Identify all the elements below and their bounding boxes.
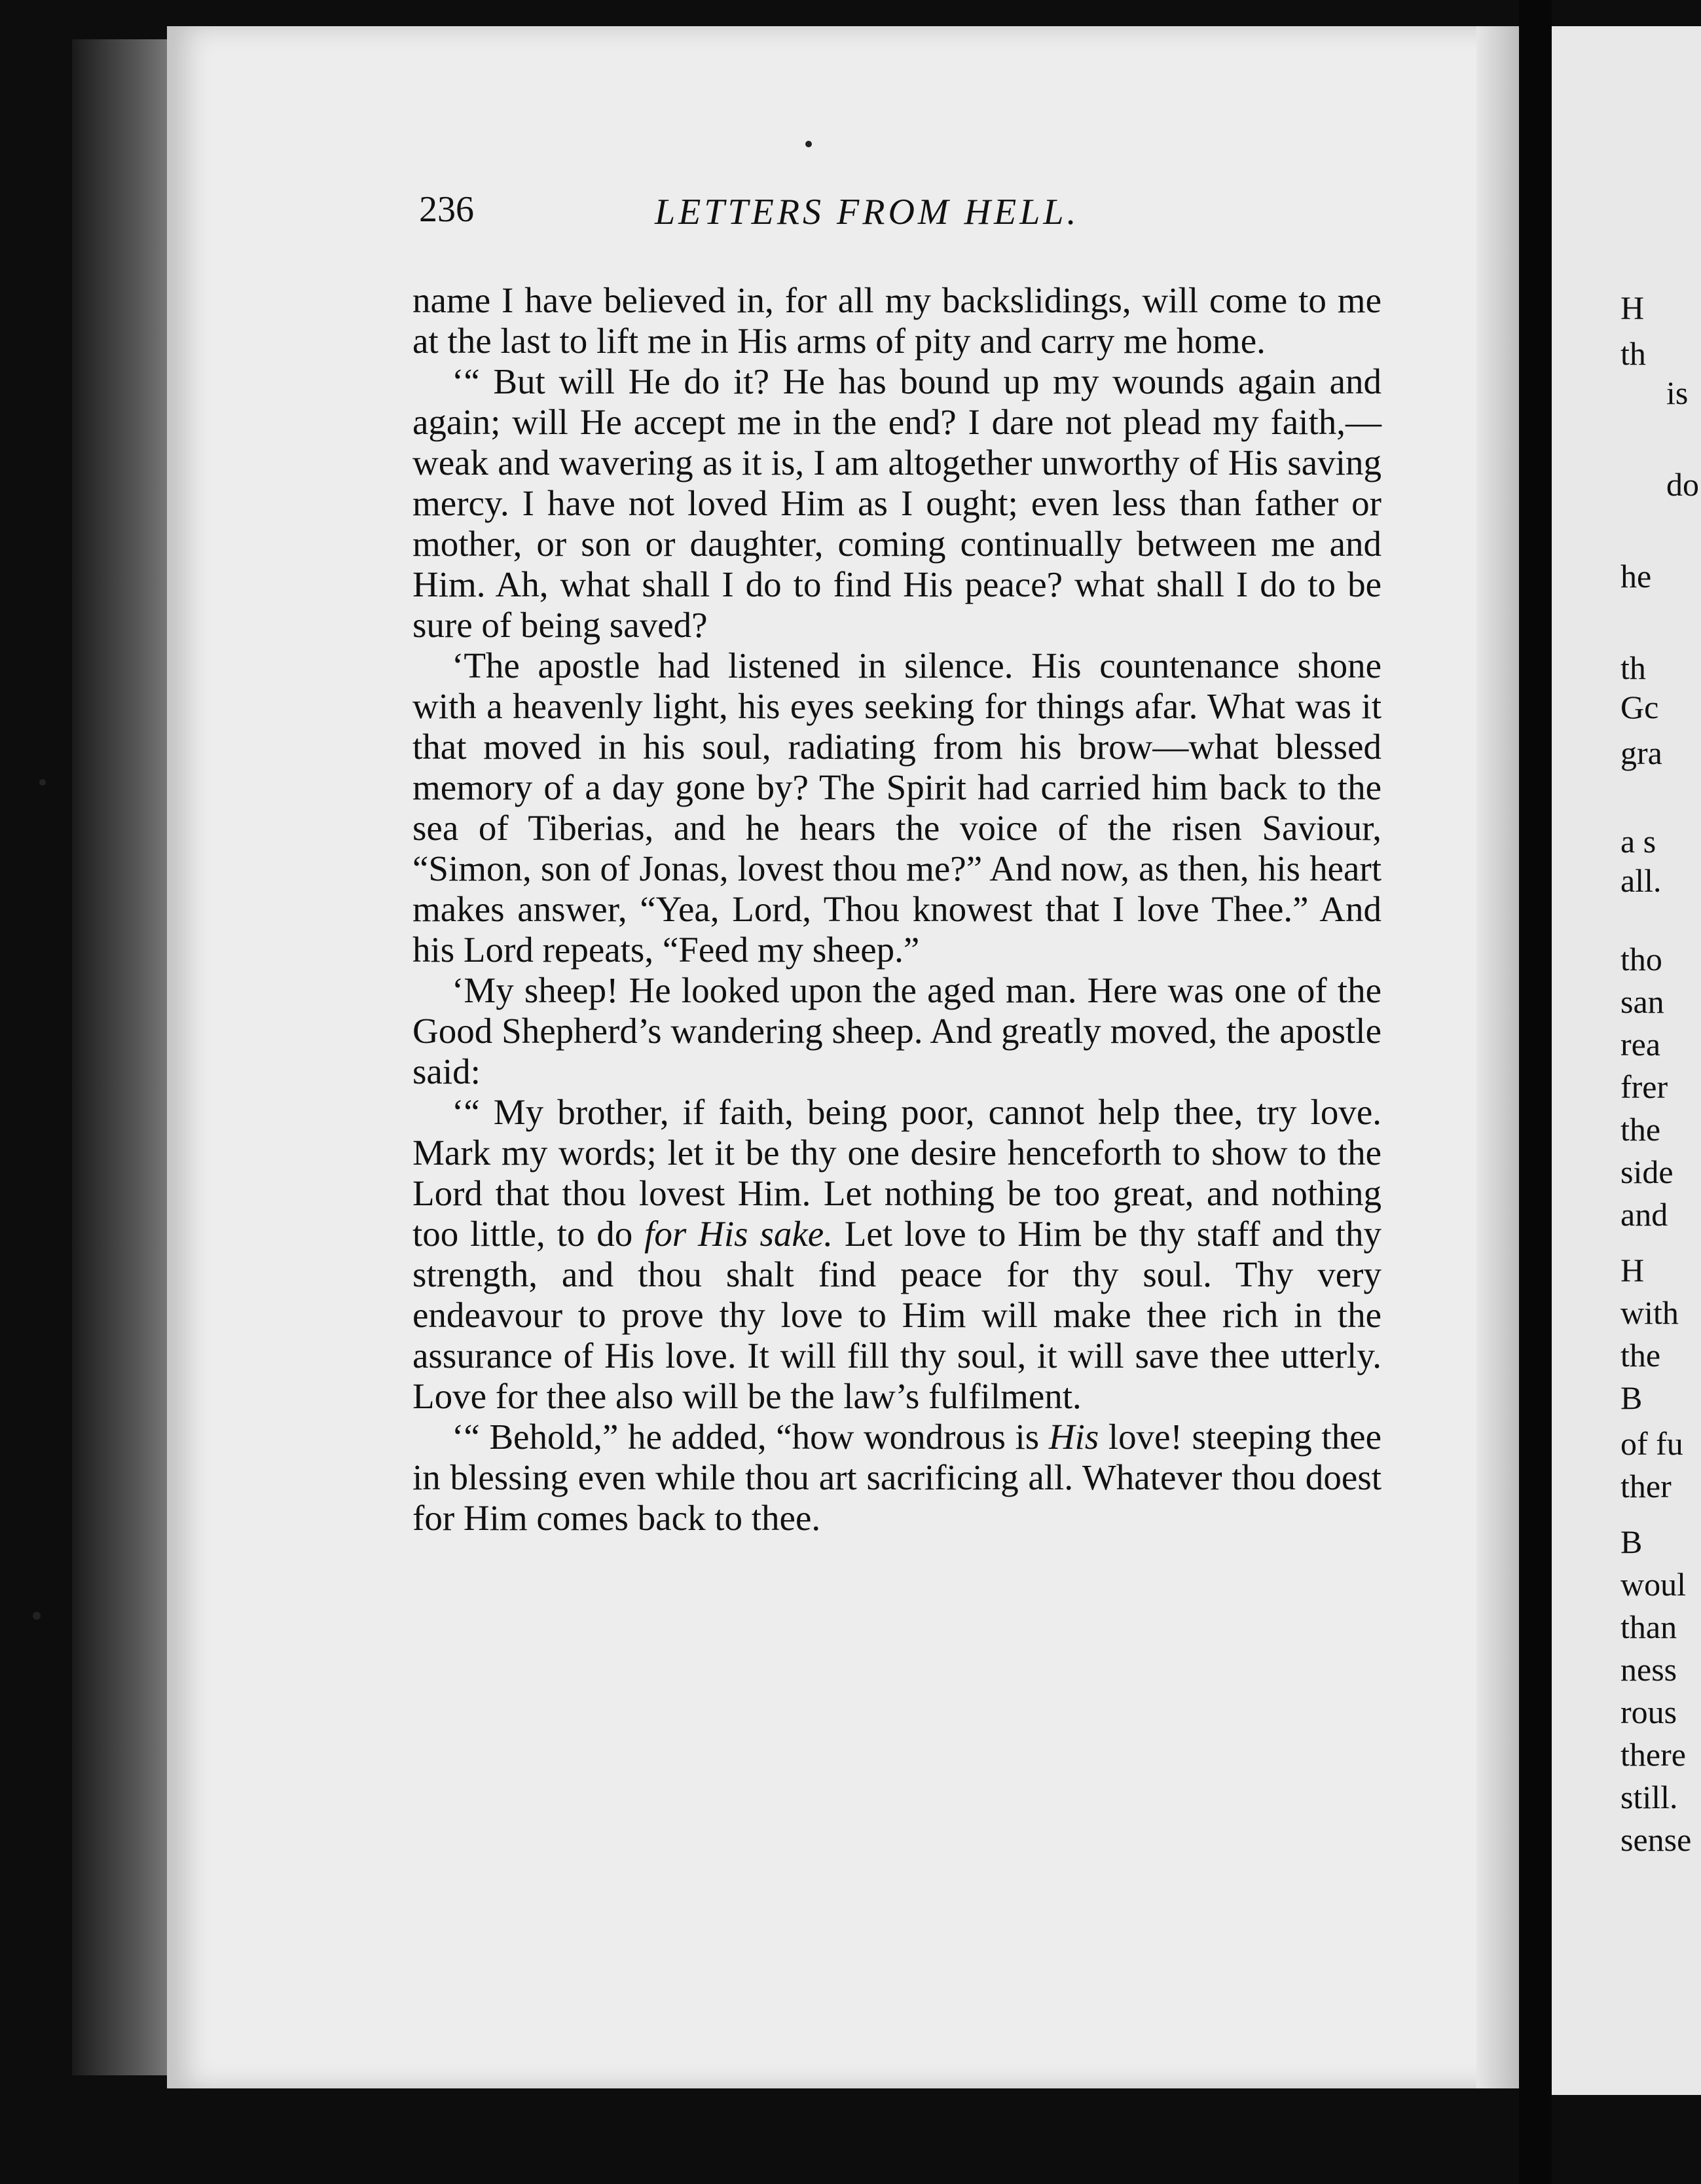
scan-speck (39, 779, 46, 786)
facing-page-fragment: than (1620, 1609, 1677, 1645)
facing-page-fragment: rous (1620, 1694, 1677, 1730)
body-text (412, 280, 1381, 1538)
facing-page-fragment: H (1620, 289, 1645, 326)
facing-page-fragment: is (1666, 374, 1689, 411)
facing-page-fragment: do (1666, 466, 1699, 503)
facing-page-fragment: Gc (1620, 689, 1659, 725)
page-number: 236 (419, 189, 474, 230)
facing-page-fragment: ness (1620, 1651, 1677, 1688)
facing-page-fragment: a s (1620, 823, 1656, 860)
book-spine (72, 39, 170, 2075)
facing-page-fragment: B (1620, 1379, 1643, 1416)
text-run: ‘“ But will He do it? He has bound up my wounds again and again; will He accept me in the end? I dare not plead my faith,—weak and wavering as it is, I am altogether unworthy of His saving mercy. I have not loved Him as I ought; even less than father or mother, or son or daughter, coming continually between me and Him. Ah, what shall I do to find His peace? what shall I do to be sure of being saved? (412, 361, 1381, 645)
text-run: name I have believed in, for all my backslidings, will come to me at the last to lift me in His arms of pity and carry me home. (412, 280, 1381, 361)
facing-page-fragment: he (1620, 558, 1652, 594)
page-edge-shadow (1476, 26, 1519, 2088)
scan-speck (33, 1612, 41, 1620)
running-head: LETTERS FROM HELL. (655, 192, 1080, 232)
paragraph (412, 970, 1381, 1092)
facing-page-fragment: side (1620, 1154, 1674, 1190)
italic-text-run: His (1048, 1417, 1099, 1457)
facing-page-fragment: with (1620, 1294, 1679, 1331)
facing-page-fragment: the (1620, 1337, 1661, 1374)
paragraph (412, 361, 1381, 646)
paragraph (412, 646, 1381, 970)
text-run: love! steeping thee in blessing even while thou art sacrificing all. Whatever thou doest for Him comes back to thee. (412, 1417, 1381, 1538)
text-run: Let love to Him be thy staff and thy strength, and thou shalt find peace for thy soul. Thy very endeavour to prove thy love to Him will make thee rich in the assurance of His love. It will fill thy soul, it will save thee utterly. Love for thee also will be the law’s fulfilment. (412, 1214, 1381, 1416)
page-header (419, 189, 1375, 241)
facing-page-fragment: th (1620, 649, 1646, 686)
text-run: ‘My sheep! He looked upon the aged man. Here was one of the Good Shepherd’s wandering sheep. And greatly moved, the apostle said: (412, 970, 1381, 1091)
facing-page-fragment: the (1620, 1111, 1661, 1148)
facing-page-fragment: and (1620, 1196, 1668, 1233)
facing-page-fragment: ther (1620, 1468, 1672, 1504)
text-run: ‘The apostle had listened in silence. His countenance shone with a heavenly light, his eyes seeking for things afar. What was it that moved in his soul, radiating from his brow—what blessed memory of a day gone by? The Spirit had carried him back to the sea of Tiberias, and he hears the voice of the risen Saviour, “Simon, son of Jonas, lovest thou me?” And now, as then, his heart makes answer, “Yea, Lord, Thou knowest that I love Thee.” And his Lord repeats, “Feed my sheep.” (412, 646, 1381, 970)
facing-page-fragment: of fu (1620, 1425, 1683, 1462)
facing-page-fragment: all. (1620, 862, 1662, 899)
facing-page-fragment: still. (1620, 1779, 1678, 1815)
text-run: ‘“ My brother, if faith, being poor, cannot help thee, try love. Mark my words; let it be thy one desire henceforth to show to the Lord that thou lovest Him. Let nothing be too great, and nothing too little, to do (412, 1092, 1381, 1254)
paragraph (412, 1417, 1381, 1538)
scan-speck (805, 141, 812, 147)
paragraph (412, 280, 1381, 361)
facing-page-fragment: gra (1620, 735, 1662, 771)
text-run: ‘“ Behold,” he added, “how wondrous is (452, 1417, 1049, 1457)
facing-page-fragment: th (1620, 335, 1646, 372)
facing-page-fragment: H (1620, 1252, 1645, 1288)
facing-page-fragment: tho (1620, 941, 1662, 977)
facing-page-fragment: san (1620, 983, 1664, 1020)
facing-page-fragment: there (1620, 1736, 1686, 1773)
paragraph (412, 1092, 1381, 1417)
facing-page-fragment: sense (1620, 1821, 1692, 1858)
book-gutter (1519, 0, 1552, 2184)
italic-text-run: for His sake. (644, 1214, 833, 1254)
facing-page-fragment: frer (1620, 1068, 1668, 1105)
facing-page-fragment: B (1620, 1523, 1643, 1560)
facing-page-fragment: woul (1620, 1566, 1686, 1603)
facing-page-fragment: rea (1620, 1026, 1661, 1063)
